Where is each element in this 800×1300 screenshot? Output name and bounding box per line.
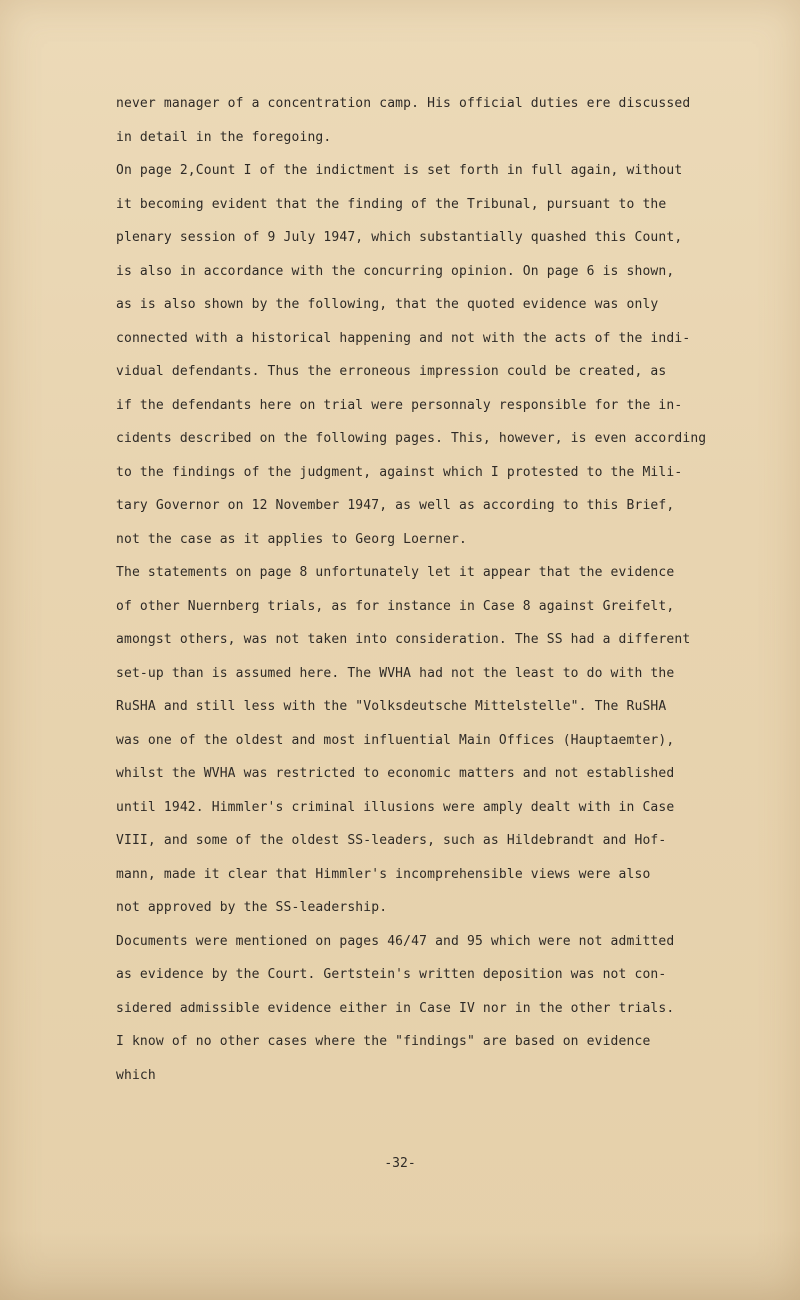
- text-line: plenary session of 9 July 1947, which substantially quashed this Count,: [116, 230, 683, 245]
- text-line: never manager of a concentration camp. His official duties ere discussed: [116, 96, 691, 111]
- text-line: as evidence by the Court. Gertstein's written deposition was not con-: [116, 967, 667, 982]
- text-line: tary Governor on 12 November 1947, as well as according to this Brief,: [116, 498, 675, 513]
- text-line: of other Nuernberg trials, as for instance in Case 8 against Greifelt,: [116, 598, 675, 614]
- text-line: set-up than is assumed here. The WVHA had not the least to do with the: [116, 665, 675, 681]
- text-line: which: [116, 1067, 156, 1083]
- text-line: as is also shown by the following, that the quoted evidence was only: [116, 297, 659, 312]
- text-line: to the findings of the judgment, against which I protested to the Mili-: [116, 464, 683, 480]
- text-line: connected with a historical happening and not with the acts of the indi-: [116, 330, 691, 346]
- text-line: until 1942. Himmler's criminal illusions were amply dealt with in Case: [116, 799, 675, 815]
- text-line: vidual defendants. Thus the erroneous impression could be created, as: [116, 364, 667, 379]
- text-line: mann, made it clear that Himmler's incomprehensible views were also: [116, 866, 651, 882]
- text-line: not approved by the SS-leadership.: [116, 900, 388, 915]
- text-line: I know of no other cases where the "findings" are based on evidence: [116, 1034, 651, 1049]
- text-line: amongst others, was not taken into consideration. The SS had a different: [116, 632, 691, 647]
- document-body: [116, 94, 736, 1099]
- text-line: in detail in the foregoing.: [116, 129, 332, 145]
- text-line: is also in accordance with the concurring opinion. On page 6 is shown,: [116, 263, 675, 279]
- text-line: not the case as it applies to Georg Loerner.: [116, 531, 467, 547]
- text-line: it becoming evident that the finding of the Tribunal, pursuant to the: [116, 196, 667, 212]
- text-line: The statements on page 8 unfortunately let it appear that the evidence: [116, 565, 675, 580]
- text-line: was one of the oldest and most influential Main Offices (Hauptaemter),: [116, 732, 675, 748]
- text-line: sidered admissible evidence either in Case IV nor in the other trials.: [116, 1000, 675, 1016]
- text-line: RuSHA and still less with the "Volksdeutsche Mittelstelle". The RuSHA: [116, 699, 667, 714]
- text-line: if the defendants here on trial were personnaly responsible for the in-: [116, 397, 683, 413]
- text-line: Documents were mentioned on pages 46/47 and 95 which were not admitted: [116, 933, 675, 949]
- text-line: whilst the WVHA was restricted to economic matters and not established: [116, 766, 675, 781]
- text-line: cidents described on the following pages. This, however, is even according: [116, 431, 707, 446]
- text-line: VIII, and some of the oldest SS-leaders, such as Hildebrandt and Hof-: [116, 833, 667, 848]
- page-number: -32-: [384, 1156, 416, 1171]
- text-line: On page 2,Count I of the indictment is set forth in full again, without: [116, 163, 683, 178]
